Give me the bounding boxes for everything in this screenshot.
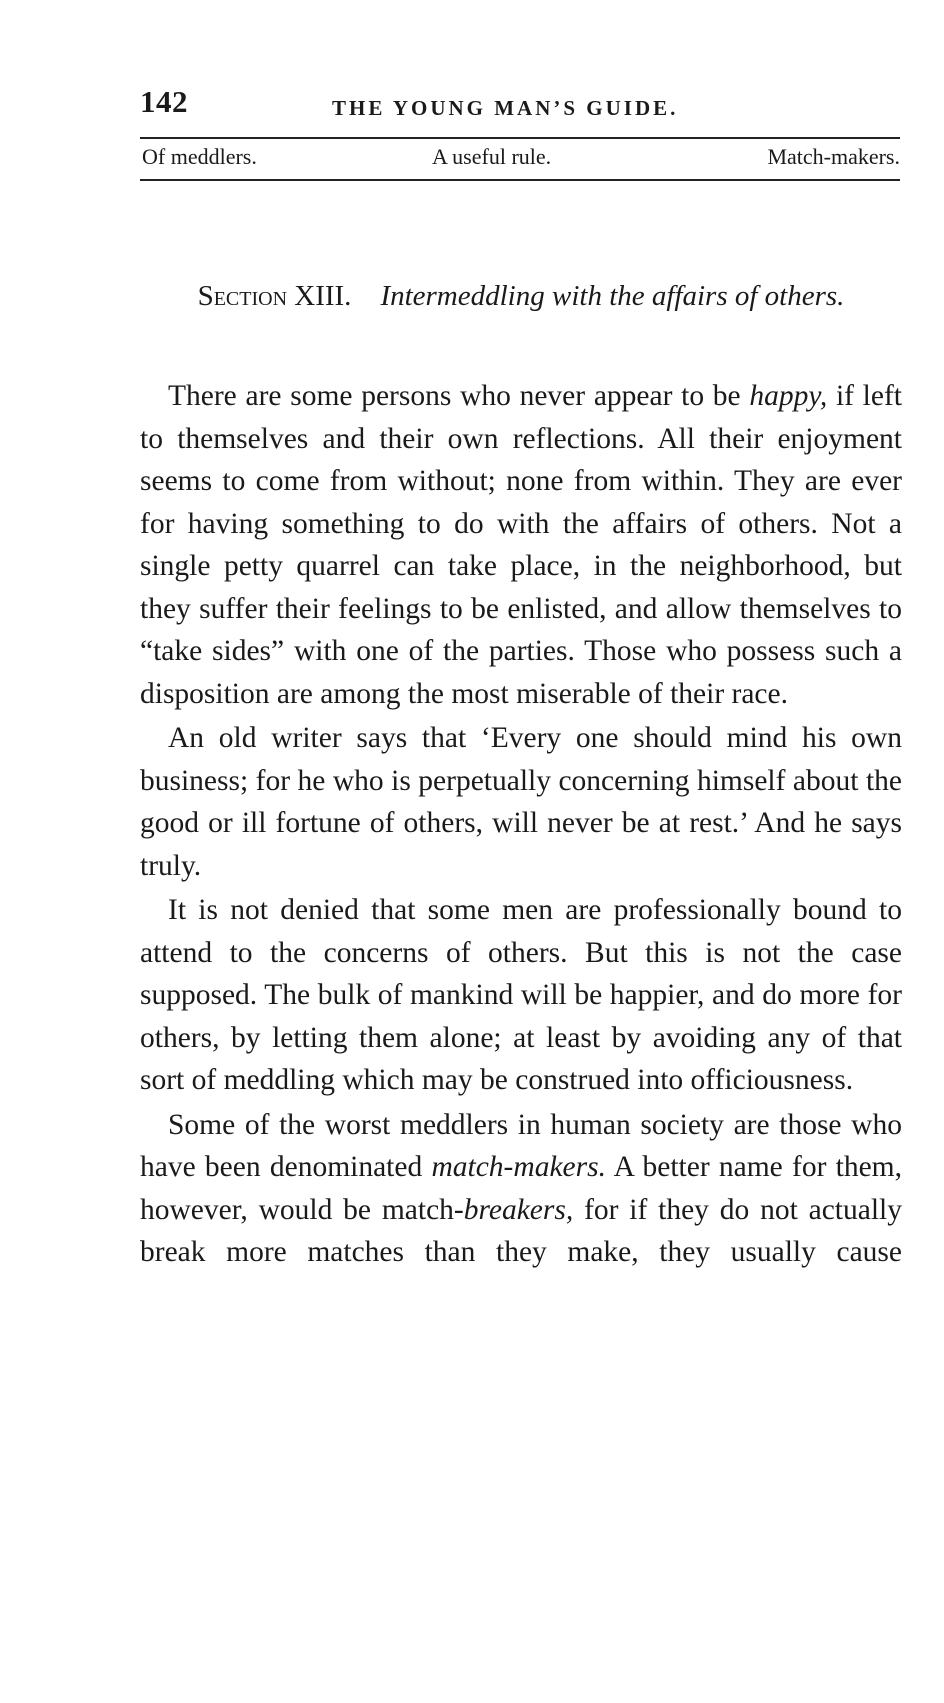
text-run: An old writer says that ‘Every one should mind his own business; for he who is perpetually concerning himself about the good or ill fortune of others, will never be at rest.’ And he says truly. [140, 722, 902, 882]
paragraph-3 [140, 889, 902, 1102]
topic-useful-rule: A useful rule. [432, 144, 552, 169]
running-head [140, 84, 900, 124]
section-heading [140, 276, 902, 316]
italic-text: match-makers. [431, 1151, 606, 1183]
body-text [140, 375, 902, 1274]
text-run: for if they do not actually break more matches than they make, they usually cause [140, 1193, 902, 1268]
section-title: Intermeddling with the affairs of others. [380, 280, 845, 312]
paragraph-2 [140, 717, 902, 887]
section-label: Section [197, 280, 288, 312]
header-rule-bottom [140, 179, 900, 181]
paragraph-1 [140, 375, 902, 715]
section-number: XIII. [294, 280, 352, 312]
italic-text: breakers, [463, 1193, 574, 1226]
header-rule-top [140, 137, 900, 139]
page-number: 142 [140, 84, 188, 119]
text-run: if left to themselves and their own reflections. All their enjoyment seems to come from without; none from within. They are ever for having something to do with the affairs of others. Not a single petty quarrel can take place, in the neighborhood, but they suffer their feelings to be enlisted, and allow themselves to “take sides” with one of the parties. Those who possess such a disposition are among the most miserable of their race. [140, 380, 902, 710]
text-run: A better name for them, however, would be match- [140, 1151, 903, 1226]
text-run: Some of the worst meddlers in human society are those who have been denominated [140, 1108, 902, 1183]
topic-headings [140, 142, 900, 176]
text-run: There are some persons who never appear to be [168, 380, 750, 412]
running-title: THE YOUNG MAN’S GUIDE. [332, 96, 679, 120]
paragraph-4 [140, 1104, 902, 1274]
topic-meddlers: Of meddlers. [142, 144, 257, 169]
text-run: It is not denied that some men are professionally bound to attend to the concerns of others. But this is not the case supposed. The bulk of mankind will be happier, and do more for others, by letting them alone; at least by avoiding any of that sort of meddling which may be construed into officiousness. [140, 894, 902, 1096]
topic-match-makers: Match-makers. [767, 144, 900, 169]
italic-text: happy, [749, 380, 828, 412]
